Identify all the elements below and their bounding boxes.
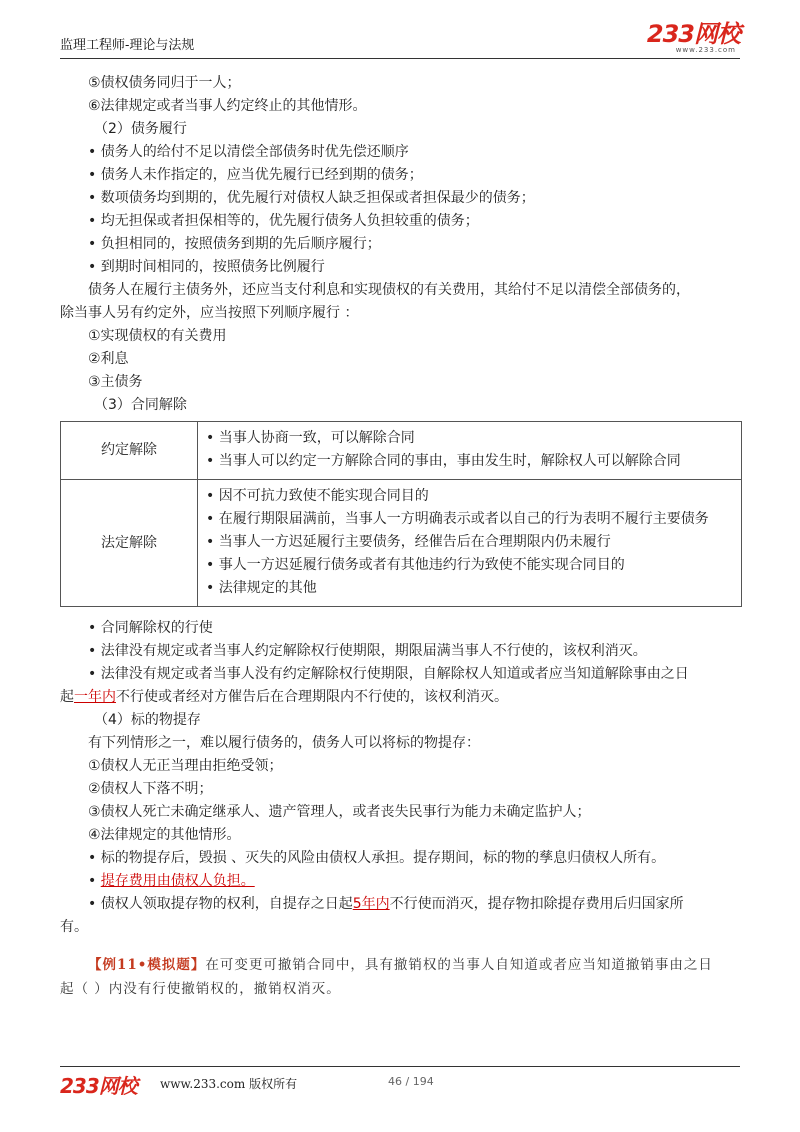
text-line: ⑤债权债务同归于一人； (88, 75, 241, 91)
list-item: • 债务人未作指定的，应当优先履行已经到期的债务； (88, 167, 423, 183)
list-item (60, 870, 742, 893)
text-span: • 债权人领取提存物的权利，自提存之日起 (88, 896, 353, 912)
table-cell-item: • 法律规定的其他 (206, 580, 317, 596)
list-item: • 到期时间相同的，按照债务比例履行 (88, 259, 325, 275)
text-span: 起 (60, 689, 74, 705)
highlight-text: 一年内 (74, 689, 116, 705)
table-row-label: 约定解除 (61, 422, 198, 480)
highlight-text: 提存费用由债权人负担。 (100, 873, 255, 889)
text-span: 不行使而消灭，提存物扣除提存费用后归国家所 (389, 896, 684, 912)
logo-subtext: www.233.com (675, 46, 736, 54)
list-item: ①债权人无正当理由拒绝受领； (88, 758, 283, 774)
list-item: ①实现债权的有关费用 (88, 328, 227, 344)
section-heading: （2）债务履行 (94, 121, 187, 137)
text-line: ⑥法律规定或者当事人约定终止的其他情形。 (88, 98, 367, 114)
list-item: • 标的物提存后，毁损 、灭失的风险由债权人承担。提存期间，标的物的孳息归债权人所有。 (88, 850, 666, 866)
table-row-label: 法定解除 (61, 480, 198, 607)
table-cell-item: • 因不可抗力致使不能实现合同目的 (206, 488, 429, 504)
table-cell-item: • 在履行期限届满前，当事人一方明确表示或者以自己的行为表明不履行主要债务 (206, 511, 709, 527)
brand-logo (647, 22, 740, 55)
list-item: • 负担相同的，按照债务到期的先后顺序履行； (88, 236, 381, 252)
example-tag: 【例11•模拟题】 (88, 957, 206, 973)
table-row (61, 480, 742, 607)
example-text: 在可变更可撤销合同中，具有撤销权的当事人自知道或者应当知道撤销事由之日 (205, 957, 713, 973)
header-title: 监理工程师-理论与法规 (60, 38, 195, 53)
page-number: 46 / 194 (388, 1075, 434, 1088)
list-item: ②利息 (88, 351, 129, 367)
paragraph-line: 除当事人另有约定外，应当按照下列顺序履行 ： (60, 305, 359, 321)
table-cell-item: • 当事人协商一致，可以解除合同 (206, 430, 415, 446)
footer-logo: 233网校 (60, 1074, 137, 1098)
table-cell (198, 422, 742, 480)
paragraph-line: 有。 (60, 919, 88, 935)
list-item: • 债务人的给付不足以清偿全部债务时优先偿还顺序 (88, 144, 409, 160)
table-cell (198, 480, 742, 607)
paragraph-line (60, 686, 742, 709)
footer-copyright: www.233.com 版权所有 (160, 1077, 298, 1091)
table-cell-item: • 当事人可以约定一方解除合同的事由，事由发生时，解除权人可以解除合同 (206, 453, 681, 469)
list-item: ②债权人下落不明； (88, 781, 213, 797)
page-header (60, 22, 740, 59)
table-cell-item: • 当事人一方迟延履行主要债务，经催告后在合理期限内仍未履行 (206, 534, 611, 550)
section-heading: （3）合同解除 (94, 397, 187, 413)
logo-text: 233网校 (646, 20, 740, 48)
example-line (60, 953, 742, 977)
list-item: • 法律没有规定或者当事人约定解除权行使期限，期限届满当事人不行使的，该权利消灭。 (88, 643, 647, 659)
bullet-mark: • (88, 873, 101, 889)
paragraph-line: 债务人在履行主债务外，还应当支付利息和实现债权的有关费用，其给付不足以清偿全部债务的， (88, 282, 690, 298)
list-item: ④法律规定的其他情形。 (88, 827, 241, 843)
list-item: • 合同解除权的行使 (88, 620, 213, 636)
example-line: 起（ ）内没有行使撤销权的，撤销权消灭。 (60, 981, 341, 997)
table-row (61, 422, 742, 480)
list-item (60, 893, 742, 916)
example-question (60, 953, 742, 1001)
list-item: • 数项债务均到期的，优先履行对债权人缺乏担保或者担保最少的债务； (88, 190, 535, 206)
page-footer (60, 1066, 740, 1097)
rescission-table (60, 421, 742, 607)
list-item: • 均无担保或者担保相等的，优先履行债务人负担较重的债务； (88, 213, 479, 229)
table-cell-item: • 事人一方迟延履行债务或者有其他违约行为致使不能实现合同目的 (206, 557, 625, 573)
paragraph-line: 有下列情形之一，难以履行债务的，债务人可以将标的物提存： (88, 735, 480, 751)
list-item: ③主债务 (88, 374, 143, 390)
list-item: ③债权人死亡未确定继承人、遗产管理人，或者丧失民事行为能力未确定监护人； (88, 804, 591, 820)
document-body (60, 72, 742, 1001)
list-item: • 法律没有规定或者当事人没有约定解除权行使期限，自解除权人知道或者应当知道解除事由之日 (88, 666, 689, 682)
text-span: 不行使或者经对方催告后在合理期限内不行使的，该权利消灭。 (116, 689, 508, 705)
highlight-text: 5年内 (352, 896, 390, 912)
section-heading: （4）标的物提存 (94, 712, 201, 728)
